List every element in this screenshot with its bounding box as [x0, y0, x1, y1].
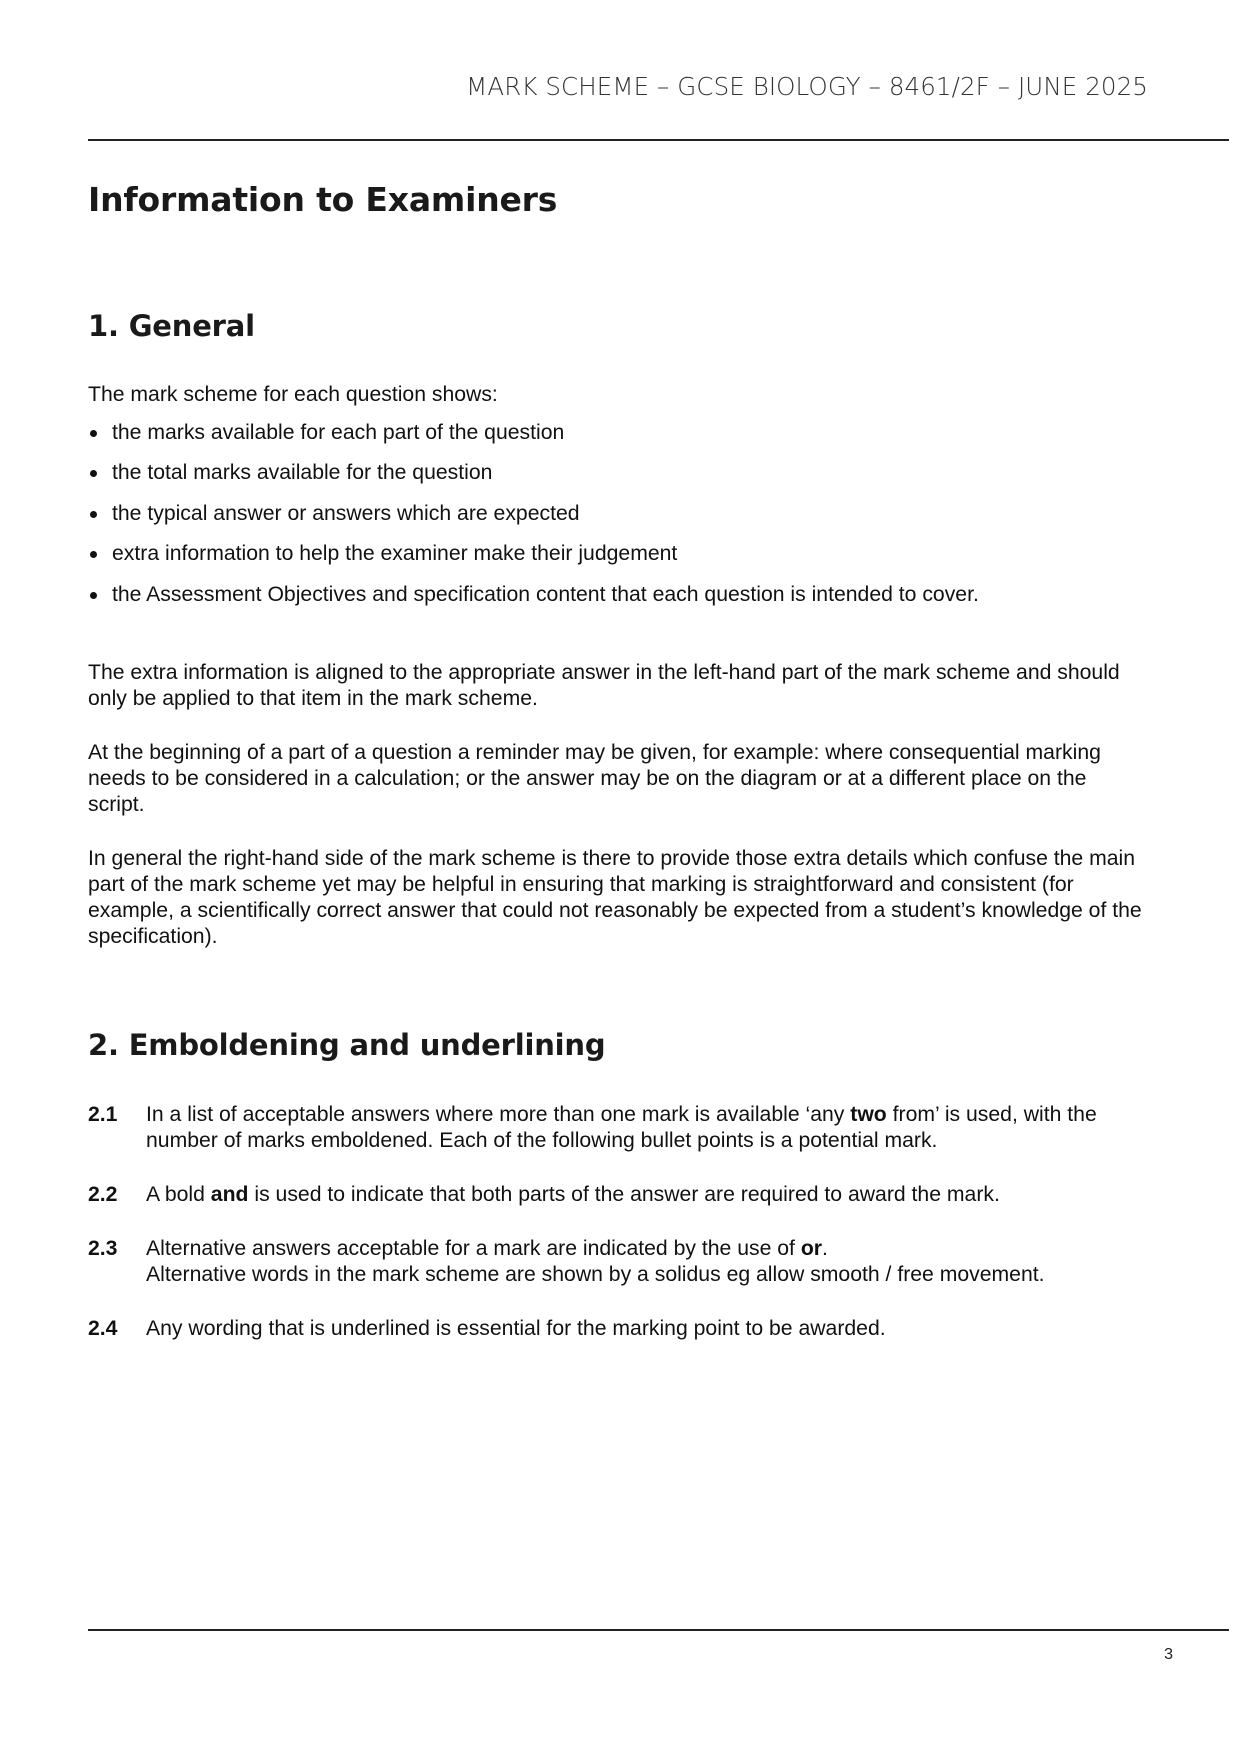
list-item [88, 501, 979, 541]
list-item-text: the marks available for each part of the question [112, 421, 565, 444]
item-text-part: is used to indicate that both parts of the answer are required to award the mark. [248, 1183, 1000, 1206]
list-item-text: the total marks available for the question [112, 461, 493, 485]
list-item [88, 420, 979, 460]
intro-text: The mark scheme for each question shows: [88, 383, 498, 406]
footer-divider [88, 1629, 1229, 1631]
list-item-text: the Assessment Objectives and specification content that each question is intended to cover. [112, 582, 979, 606]
item-text-part: A bold [146, 1183, 211, 1206]
numbered-item-2-4 [88, 1316, 1158, 1342]
item-bold-word: and [210, 1183, 249, 1206]
item-text-part: Alternative answers acceptable for a mark are indicated by the use of [146, 1237, 801, 1260]
item-text [146, 1236, 1158, 1288]
bullet-icon [90, 551, 97, 558]
list-item [88, 460, 979, 500]
item-bold-word: two [850, 1103, 887, 1126]
paragraph-reminder: At the beginning of a part of a question a reminder may be given, for example: where consequential marking needs to be considered in a calculation; or the answer may be on the diagram or at a different place on the script. [88, 741, 1101, 816]
item-text-part: In a list of acceptable answers where more than one mark is available ‘any [146, 1103, 851, 1126]
item-text-part: from’ is used, with the number of marks emboldened. Each of the following bullet points is a potential mark. [146, 1103, 1097, 1152]
list-item-text: extra information to help the examiner make their judgement [112, 542, 678, 566]
bullet-list [88, 420, 979, 622]
bullet-icon [90, 430, 97, 437]
page-title: Information to Examiners [88, 180, 558, 219]
item-number: 2.2 [88, 1183, 118, 1206]
numbered-item-2-1 [88, 1102, 1158, 1154]
section-heading-emboldening: 2. Emboldening and underlining [88, 1028, 606, 1062]
running-header: MARK SCHEME – GCSE BIOLOGY – 8461/2F – JUNE 2025 [466, 72, 1148, 101]
item-text: Any wording that is underlined is essential for the marking point to be awarded. [146, 1317, 886, 1340]
item-number: 2.1 [88, 1103, 118, 1126]
header-divider [88, 139, 1229, 141]
paragraph-right-hand-side: In general the right-hand side of the mark scheme is there to provide those extra details which confuse the main part of the mark scheme yet may be helpful in ensuring that marking is straightforward and consistent (for example, a scientifically correct answer that could not reasonably be expected from a student’s knowledge of the specification). [88, 847, 1142, 948]
bullet-icon [90, 470, 97, 477]
numbered-item-2-3 [88, 1236, 1158, 1288]
item-text [146, 1182, 1158, 1208]
section-heading-general: 1. General [88, 309, 255, 343]
item-bold-word: or [800, 1237, 822, 1260]
item-number: 2.3 [88, 1237, 118, 1260]
item-text-part: . [822, 1237, 828, 1260]
item-text-line2: Alternative words in the mark scheme are shown by a solidus eg allow smooth / free movement. [146, 1263, 1045, 1286]
list-item [88, 541, 979, 581]
item-text [146, 1102, 1158, 1154]
list-item [88, 582, 979, 622]
list-item-text: the typical answer or answers which are expected [112, 501, 580, 525]
page-number: 3 [1164, 1646, 1173, 1663]
numbered-item-2-2 [88, 1182, 1158, 1208]
paragraph-extra-information: The extra information is aligned to the appropriate answer in the left-hand part of the mark scheme and should only be applied to that item in the mark scheme. [88, 661, 1120, 710]
item-number: 2.4 [88, 1317, 118, 1340]
bullet-icon [90, 511, 97, 518]
bullet-icon [90, 592, 97, 599]
